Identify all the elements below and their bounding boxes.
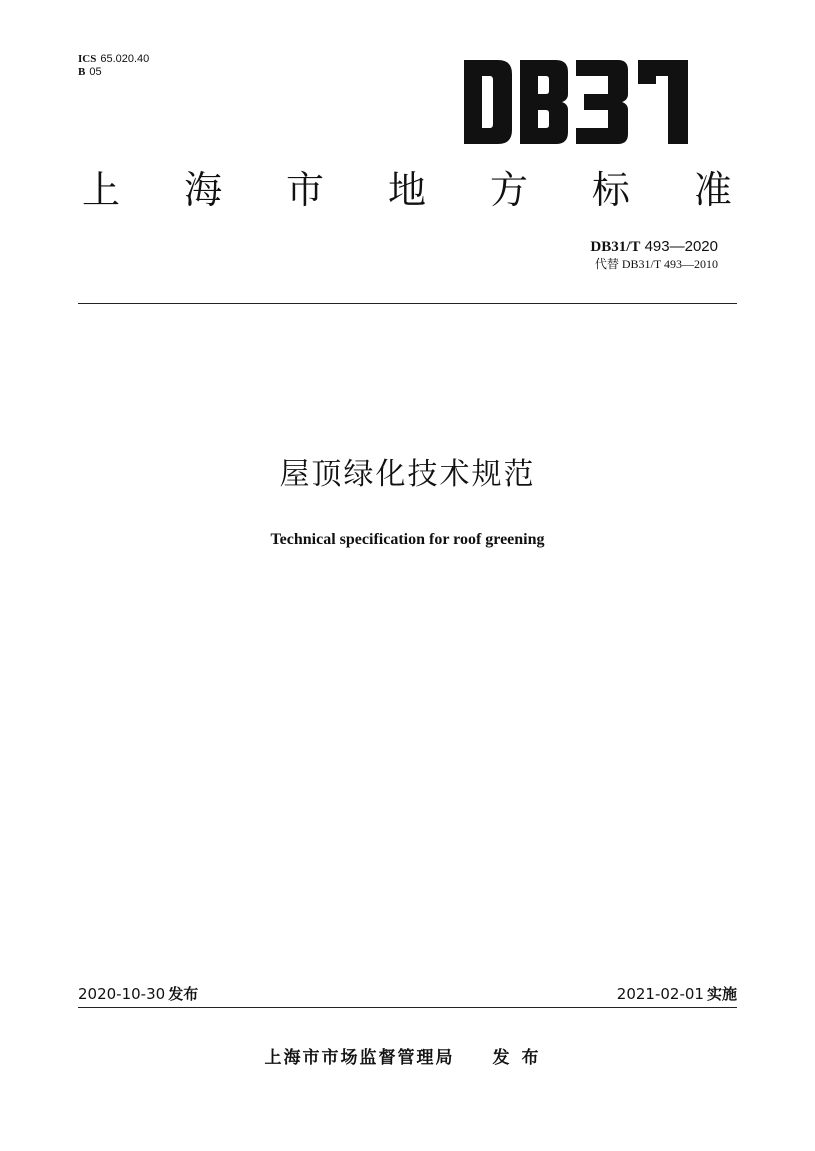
code-prefix: DB31/T <box>590 239 641 255</box>
class-line <box>78 66 149 79</box>
top-divider <box>78 303 737 304</box>
db31-logo <box>460 60 690 144</box>
implement-date-line <box>617 984 737 1004</box>
standard-type-char: 准 <box>693 168 732 212</box>
standard-code-block <box>590 238 718 271</box>
bottom-divider <box>78 1007 737 1008</box>
standard-code <box>590 238 718 256</box>
standard-type-char: 上 <box>82 168 121 212</box>
issuer-line <box>0 1046 815 1070</box>
implement-date: 2021-02-01 <box>616 985 704 1003</box>
document-title-chinese: 屋顶绿化技术规范 <box>279 457 536 492</box>
publish-date-line <box>78 984 198 1004</box>
standard-type-char: 方 <box>489 168 528 212</box>
class-label: B <box>78 66 86 78</box>
standard-type-char: 市 <box>285 168 324 212</box>
issuer-action: 发布 <box>492 1048 551 1068</box>
standard-type-char: 地 <box>387 168 426 212</box>
issuing-organization: 上海市市场监督管理局 <box>264 1048 455 1068</box>
publish-date: 2020-10-30 <box>78 985 166 1003</box>
ics-value: 65.020.40 <box>100 53 150 65</box>
document-title-english: Technical specification for roof greening <box>270 531 545 548</box>
class-value: 05 <box>89 66 102 78</box>
standard-type-char: 标 <box>591 168 630 212</box>
standard-type-heading <box>82 166 732 214</box>
classification-block <box>78 53 149 79</box>
standard-type-char: 海 <box>183 168 222 212</box>
code-number: 493—2020 <box>644 238 718 255</box>
ics-line <box>78 53 149 66</box>
ics-label: ICS <box>78 53 97 65</box>
implement-label: 实施 <box>706 985 737 1003</box>
publish-label: 发布 <box>168 985 199 1003</box>
logo-text: DB31 <box>460 60 463 61</box>
replaces-code: 代替 DB31/T 493—2010 <box>594 257 718 271</box>
